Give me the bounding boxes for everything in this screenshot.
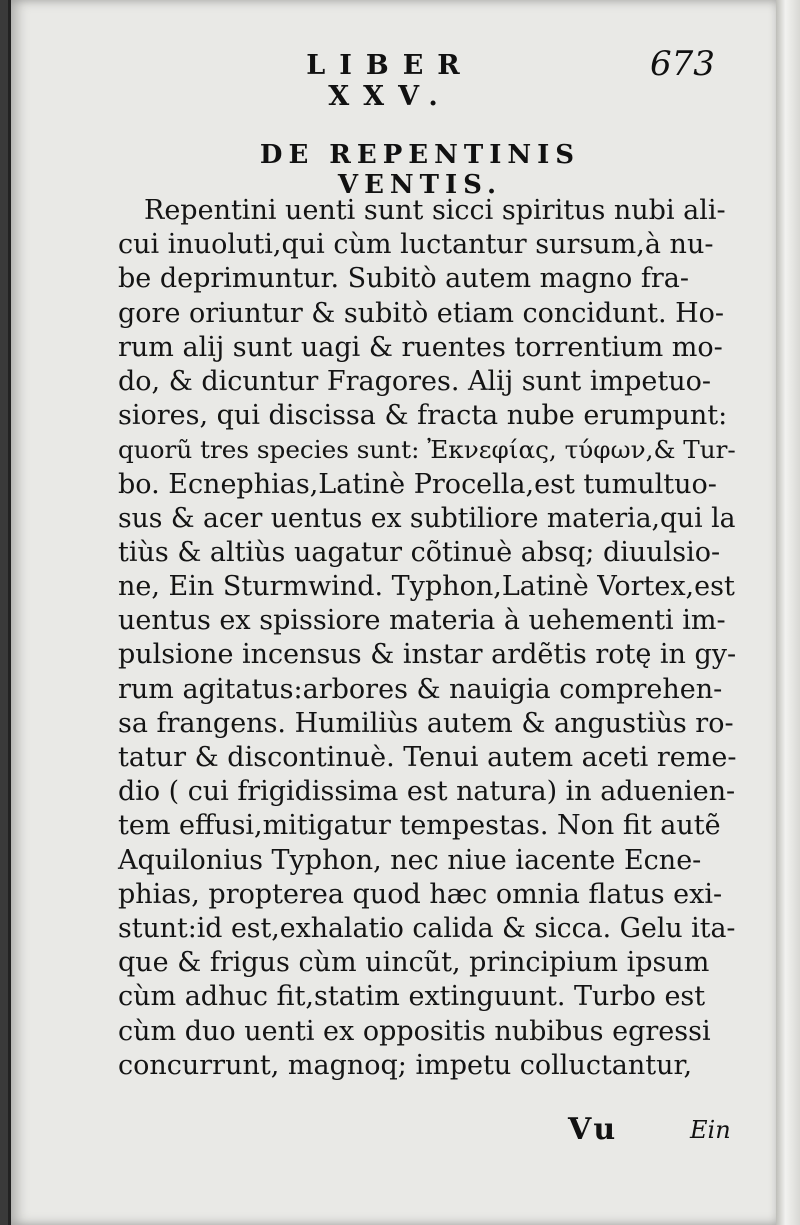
page-number: 673 [650,44,715,84]
text-line: be deprimuntur. Subitò autem magno fra- [118,263,689,295]
text-line: tiùs & altiùs uagatur cõtinuè absq; diuulsio- [118,536,721,568]
text-line: Aquilonius Typhon, nec niue iacente Ecne- [118,844,702,876]
text-line: concurrunt, magnoq; impetu colluctantur, [118,1049,693,1081]
text-line: phias, propterea quod hæc omnia flatus exi- [118,878,723,910]
text-line: stunt:id est,exhalatio calida & sicca. Gelu ita- [118,912,736,944]
text-line: Repentini uenti sunt sicci spiritus nubi ali- [144,195,726,226]
body-text [118,194,736,1083]
text-line: bo. Ecnephias,Latinè Procella,est tumultuo- [118,468,717,500]
text-line: dio ( cui frigidissima est natura) in aduenien- [118,776,736,808]
text-line: rum alij sunt uagi & ruentes torrentium mo- [118,331,723,363]
text-line: rum agitatus:arbores & nauigia comprehen- [118,673,723,705]
text-line: sus & acer uentus ex subtiliore materia,qui la [118,502,736,534]
text-line: ne, Ein Sturmwind. Typhon,Latinè Vortex,est [118,571,735,603]
text-line: sa frangens. Humiliùs autem & angustiùs ro- [118,707,734,739]
catchword: Ein [690,1116,731,1144]
text-line: quorũ tres species sunt: Ἐκνεφίας, τύφων,& Tur- [118,435,736,465]
text-line: gore oriuntur & subitò etiam concidunt. Ho- [118,297,725,329]
text-line: cùm duo uenti ex oppositis nubibus egressi [118,1015,711,1047]
text-line: siores, qui discissa & fracta nube erumpunt: [118,400,728,432]
running-head: LIBER XXV. [306,50,474,112]
text-line: tem effusi,mitigatur tempestas. Non fit autẽ [118,810,721,842]
text-line: cùm adhuc fit,statim extinguunt. Turbo est [118,981,706,1013]
text-line: cui inuoluti,qui cùm luctantur sursum,à nu- [118,229,714,261]
text-line: uentus ex spissiore materia à uehementi im- [118,605,726,637]
section-title: DE REPENTINIS VENTIS. [259,140,581,200]
page-edge [776,0,800,1225]
text-line: tatur & discontinuè. Tenui autem aceti reme- [118,742,737,773]
text-line: pulsione incensus & instar ardẽtis rotę in gy- [118,639,737,671]
text-line: do, & dicuntur Fragores. Alij sunt impetuo- [118,365,711,397]
signature-mark: Vu [568,1112,620,1147]
text-line: que & frigus cùm uincũt, principium ipsum [118,947,710,979]
